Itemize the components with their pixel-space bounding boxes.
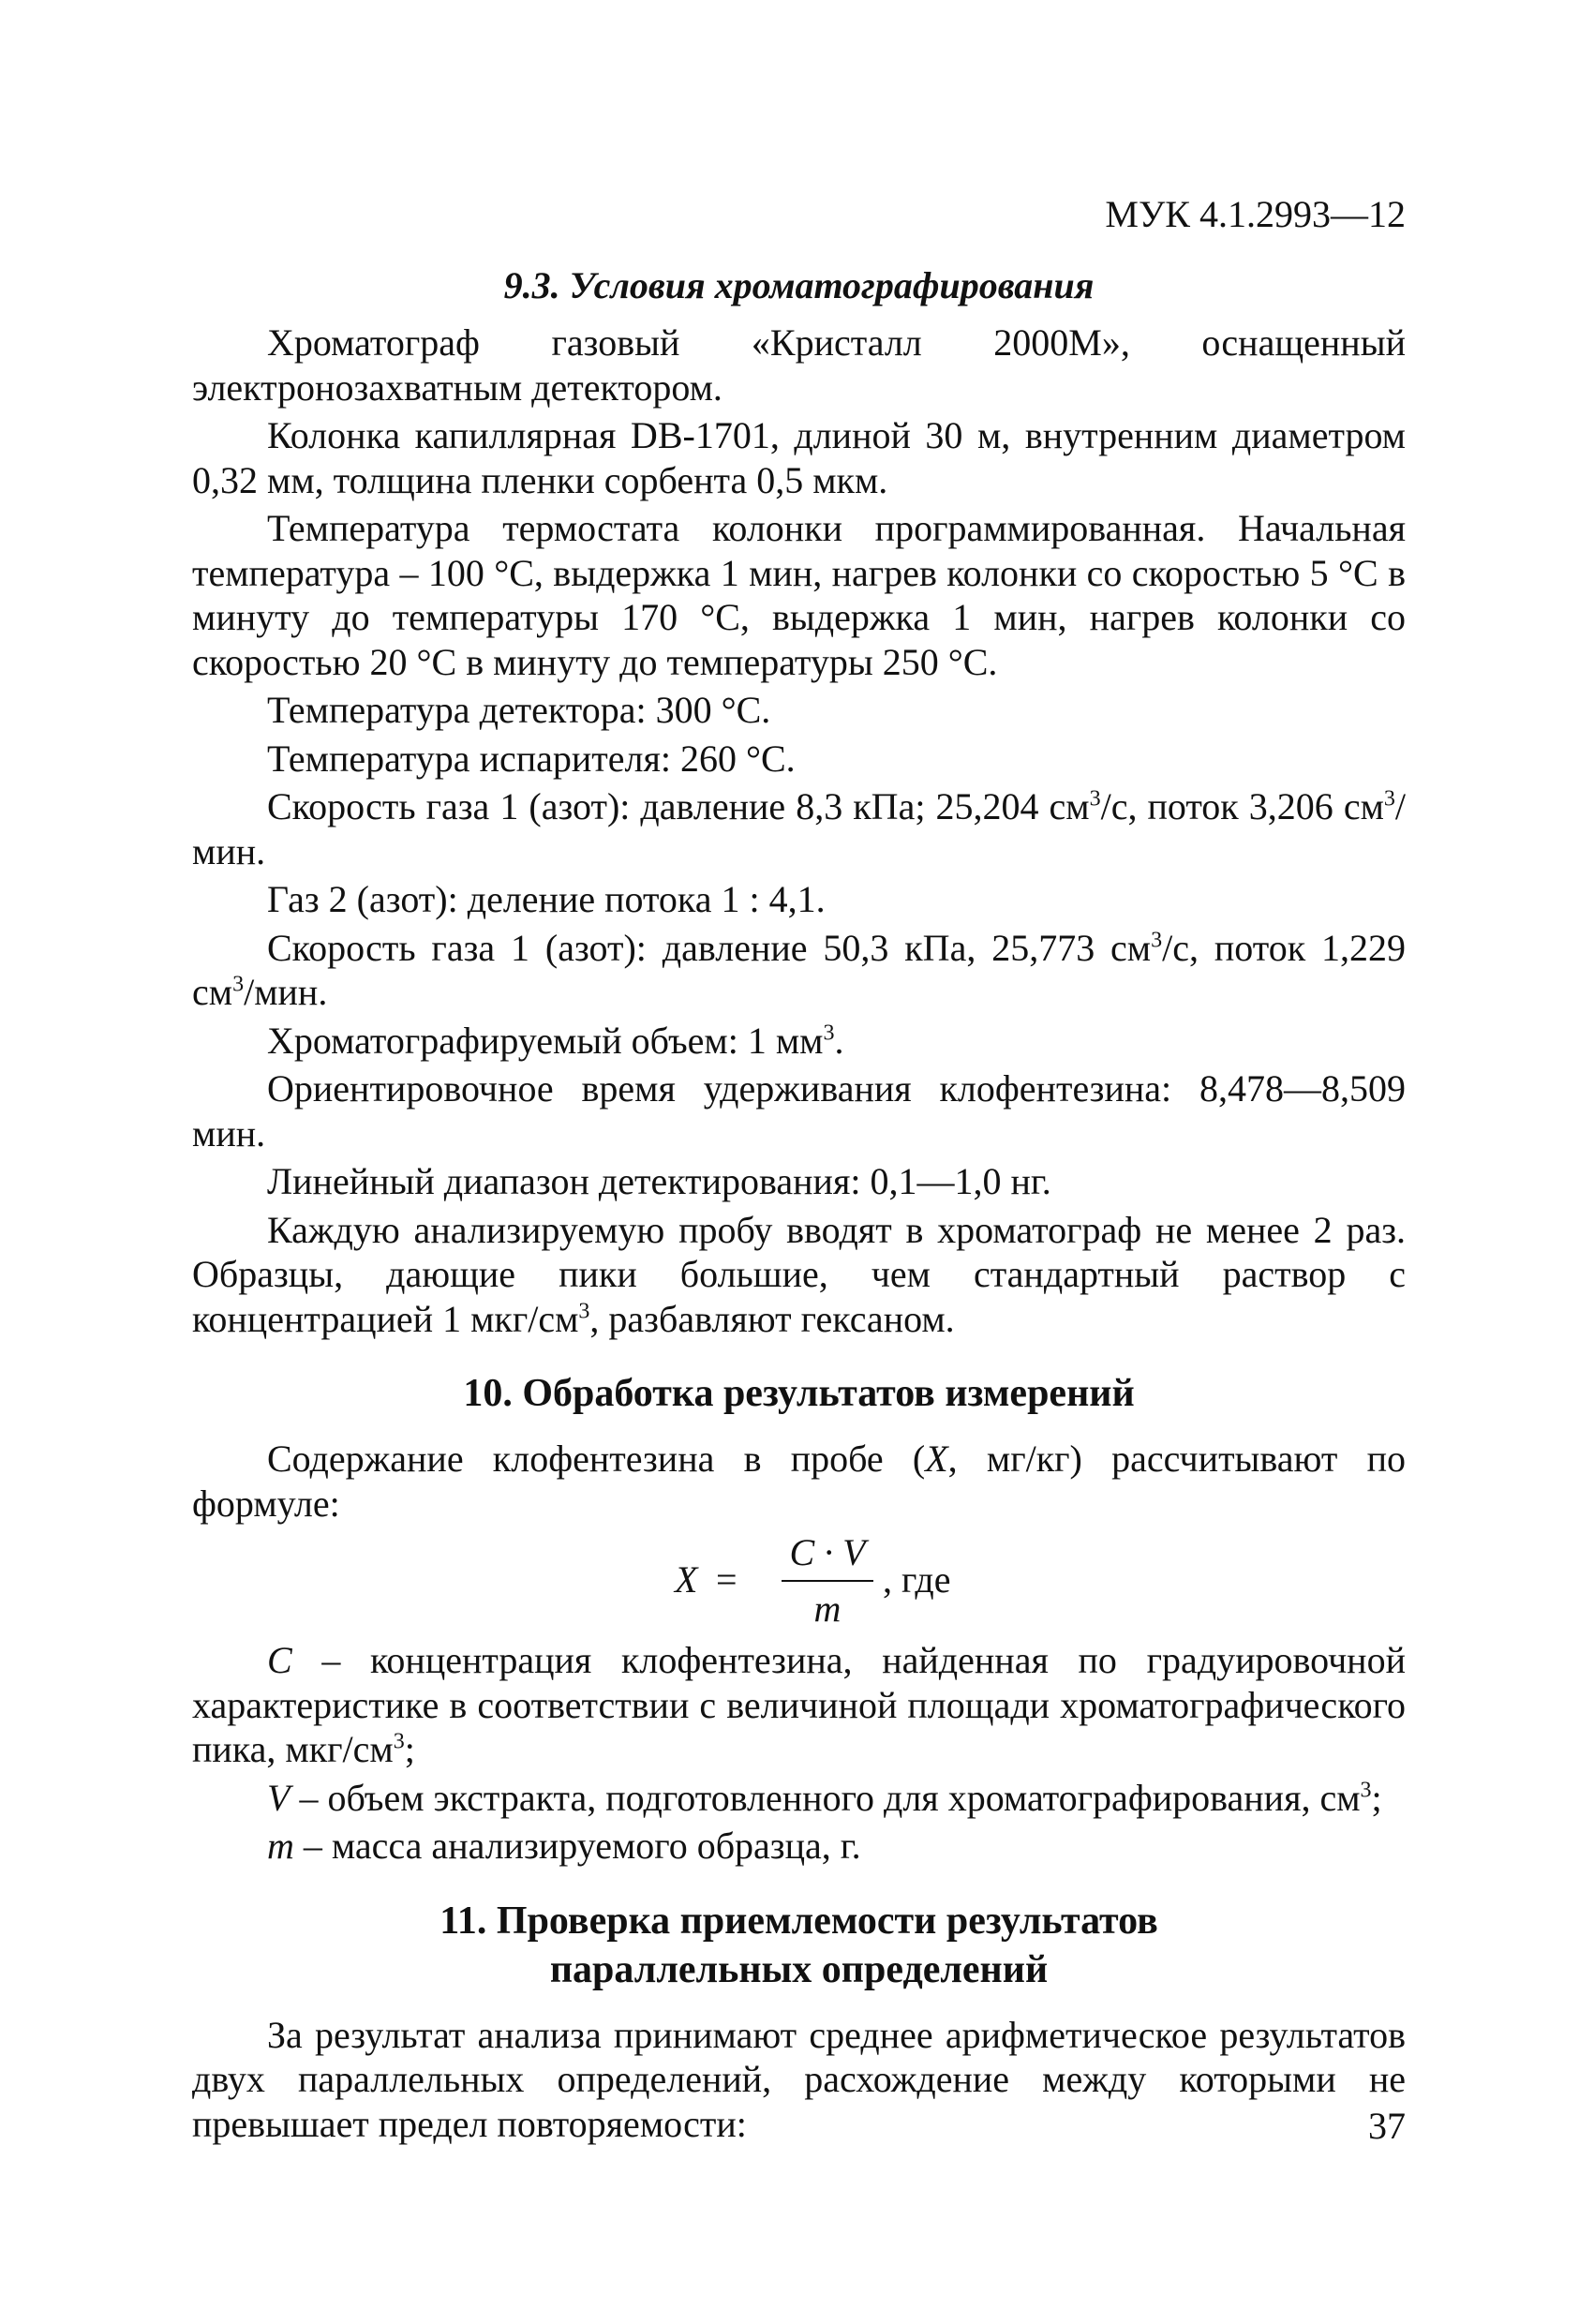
paragraph-chromatograph: Хроматограф газовый «Кристалл 2000М», оснащенный электронозахватным детектором.: [192, 321, 1406, 409]
paragraph-thermostat: Температура термостата колонки программированная. Начальная температура – 100 °С, выдержка 1 мин, нагрев колонки со скоростью 5 °С в минуту до температуры 170 °С, выдержка 1 мин, нагрев колонки со скоростью 20 °С в минуту до температуры 250 °С.: [192, 507, 1406, 683]
section-11-heading: [192, 1897, 1406, 1994]
paragraph-linear-range: Линейный диапазон детектирования: 0,1—1,0 нг.: [267, 1160, 1051, 1202]
paragraph-evaporator-temp: Температура испарителя: 260 °С.: [267, 737, 796, 780]
paragraph-repeatability: За результат анализа принимают среднее арифметическое результатов двух параллельных определений, расхождение между которыми не превышает предел повторяемости:: [192, 2013, 1406, 2145]
paragraph-gas-2: Газ 2 (азот): деление потока 1 : 4,1.: [267, 878, 826, 920]
formula-denominator: m: [813, 1587, 842, 1630]
subsection-title: 9.3. Условия хроматографирования: [503, 263, 1095, 306]
paragraph-volume: Хроматографируемый объем: 1 $мм^3$.: [267, 1019, 844, 1062]
paragraph-gas-speed-2: Скорость газа 1 (азот): давление 50,3 кПа, 25,773 $см^3/с$, поток 1,229 $см^3$/мин.: [192, 926, 1406, 1013]
formula-block: [192, 1529, 1406, 1631]
document-code: МУК 4.1.2993—12: [1105, 193, 1406, 235]
section-10-heading: 10. Обработка результатов измерений: [463, 1372, 1135, 1415]
formula-suffix: , где: [883, 1558, 951, 1601]
page-number: 37: [1368, 2105, 1406, 2147]
formula-equals: =: [716, 1558, 737, 1601]
formula-numerator: C · V: [789, 1531, 866, 1573]
fraction-bar: [782, 1580, 873, 1582]
paragraph-column: Колонка капиллярная DB-1701, длиной 30 м, внутренним диаметром 0,32 мм, толщина пленки сорбента 0,5 мкм.: [192, 414, 1406, 501]
paragraph-detector-temp: Температура детектора: 300 °С.: [267, 689, 771, 731]
formula-fraction: [776, 1529, 879, 1632]
paragraph-gas-speed-1: Скорость газа 1 (азот): давление 8,3 кПа; 25,204 $см^3/с$, поток 3,206 $см^3$/мин.: [192, 785, 1407, 872]
paragraph-formula-intro: Содержание клофентезина в пробе (X, мг/кг) рассчитывают по формуле:: [192, 1438, 1406, 1525]
definition-m: m – масса анализируемого образца, г.: [267, 1825, 861, 1867]
formula: [675, 1529, 1050, 1631]
formula-lhs: X: [675, 1558, 698, 1601]
definition-c: С – концентрация клофентезина, найденная по градуировочной характеристике в соответствии с величиной площади хроматографического пика, мкг/$см^3$;: [192, 1639, 1406, 1770]
section-11-heading-line1: 11. Проверка приемлемости результатов: [439, 1899, 1158, 1943]
section-11-heading-line2: параллельных определений: [549, 1947, 1049, 1991]
paragraph-retention: Ориентировочное время удерживания клофентезина: 8,478—8,509 мин.: [192, 1067, 1406, 1155]
document-page: [192, 192, 1406, 2150]
paragraph-injection: Каждую анализируемую пробу вводят в хроматограф не менее 2 раз. Образцы, дающие пики большие, чем стандартный раствор с концентрацией 1 мкг/$см^3$, разбавляют гексаном.: [192, 1208, 1406, 1340]
definition-v: V – объем экстракта, подготовленного для хроматографирования, $см^3$;: [267, 1776, 1382, 1819]
